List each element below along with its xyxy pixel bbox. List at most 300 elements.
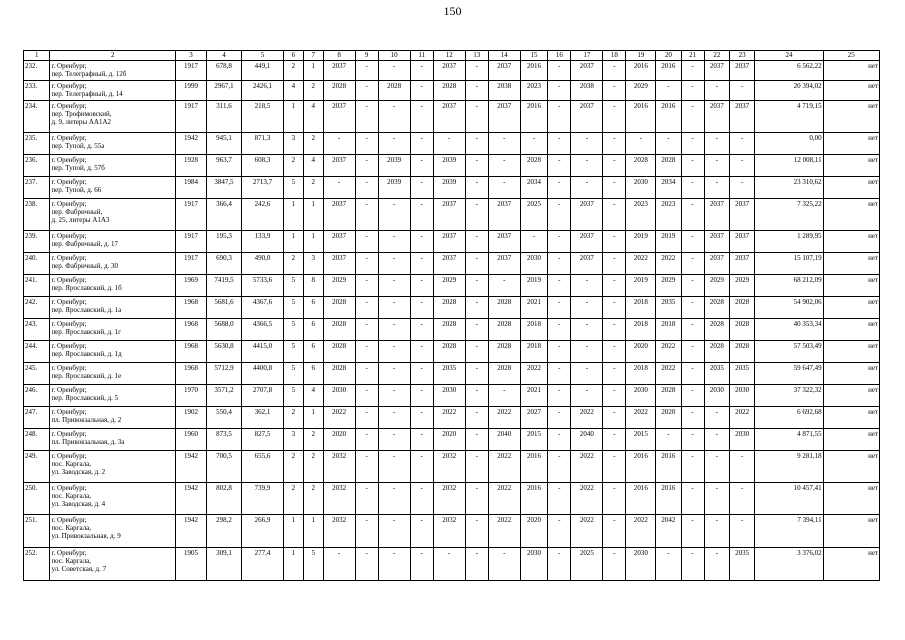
value-cell: 5 [283, 319, 303, 341]
value-cell: - [355, 515, 378, 548]
value-cell: - [548, 101, 571, 133]
value-cell: 5 [283, 177, 303, 199]
value-cell: - [465, 253, 488, 275]
cost-cell: 4 871,55 [755, 429, 823, 451]
table-row [24, 155, 880, 177]
value-cell: - [410, 341, 433, 363]
value-cell: - [323, 548, 355, 581]
value-cell: - [465, 61, 488, 81]
value-cell: 1 [303, 61, 323, 81]
value-cell: - [548, 451, 571, 483]
cost-cell: 20 394,02 [755, 81, 823, 101]
value-cell: 2022 [571, 483, 603, 515]
value-cell: - [603, 515, 626, 548]
column-number-header: 18 [603, 51, 626, 61]
value-cell: - [681, 231, 704, 253]
value-cell: 1968 [176, 319, 207, 341]
value-cell: 2028 [626, 155, 656, 177]
cost-cell: 37 322,32 [755, 385, 823, 407]
value-cell: 2016 [656, 101, 681, 133]
value-cell: - [465, 133, 488, 155]
address-line: г. Оренбург, [51, 452, 87, 460]
value-cell: 2028 [729, 319, 754, 341]
value-cell: - [410, 385, 433, 407]
row-number-cell: 242. [24, 297, 50, 319]
address-cell [50, 407, 176, 429]
value-cell: - [681, 429, 704, 451]
value-cell: 2029 [656, 275, 681, 297]
value-cell: - [548, 548, 571, 581]
row-number-cell: 244. [24, 341, 50, 363]
column-number-header: 25 [823, 51, 879, 61]
address-cell [50, 177, 176, 199]
table-row [24, 341, 880, 363]
value-cell: 2 [303, 451, 323, 483]
page-number: 150 [443, 4, 462, 18]
flag-cell: нет [823, 231, 879, 253]
value-cell: - [410, 61, 433, 81]
address-line: пер. Ярославский, д. 5 [51, 394, 119, 402]
address-cell [50, 548, 176, 581]
value-cell: 2037 [488, 101, 520, 133]
value-cell: 2022 [626, 407, 656, 429]
column-number-header: 8 [323, 51, 355, 61]
value-cell: - [465, 177, 488, 199]
row-number-cell: 246. [24, 385, 50, 407]
value-cell: - [410, 253, 433, 275]
value-cell: - [603, 155, 626, 177]
value-cell: 2028 [378, 81, 410, 101]
value-cell: - [465, 297, 488, 319]
value-cell: 2 [303, 483, 323, 515]
value-cell: - [681, 363, 704, 385]
value-cell: - [681, 319, 704, 341]
value-cell: 4 [303, 155, 323, 177]
value-cell: 2713,7 [242, 177, 284, 199]
address-line: пер. Тупой, д. 57б [51, 164, 105, 172]
value-cell: 2038 [488, 81, 520, 101]
value-cell: - [465, 483, 488, 515]
value-cell: 2028 [704, 319, 729, 341]
value-cell: 2037 [571, 231, 603, 253]
value-cell: - [355, 363, 378, 385]
table-row [24, 81, 880, 101]
value-cell: 2037 [323, 61, 355, 81]
cost-cell: 1 289,95 [755, 231, 823, 253]
value-cell: - [704, 133, 729, 155]
value-cell: - [548, 385, 571, 407]
value-cell: - [681, 253, 704, 275]
value-cell: 2025 [571, 548, 603, 581]
row-number-cell: 239. [24, 231, 50, 253]
address-line: г. Оренбург, [51, 276, 87, 284]
value-cell: - [603, 297, 626, 319]
value-cell: - [410, 451, 433, 483]
table-row [24, 297, 880, 319]
address-line: г. Оренбург, [51, 408, 87, 416]
value-cell: 2028 [323, 341, 355, 363]
value-cell: 608,3 [242, 155, 284, 177]
table-row [24, 61, 880, 81]
value-cell: 8 [303, 275, 323, 297]
address-cell [50, 199, 176, 231]
value-cell: 5 [283, 341, 303, 363]
cost-cell: 7 325,22 [755, 199, 823, 231]
value-cell: 4 [303, 385, 323, 407]
value-cell: - [465, 407, 488, 429]
value-cell: 2022 [488, 515, 520, 548]
value-cell: 2028 [433, 319, 465, 341]
flag-cell: нет [823, 275, 879, 297]
value-cell: 2039 [433, 155, 465, 177]
value-cell: - [355, 81, 378, 101]
table-row [24, 177, 880, 199]
column-number-header: 2 [50, 51, 176, 61]
value-cell: - [433, 133, 465, 155]
value-cell: 1 [283, 101, 303, 133]
row-number-cell: 232. [24, 61, 50, 81]
cost-cell: 9 281,18 [755, 451, 823, 483]
value-cell: - [571, 177, 603, 199]
value-cell: 2028 [323, 297, 355, 319]
value-cell: 2020 [323, 429, 355, 451]
value-cell: 2021 [520, 297, 548, 319]
flag-cell: нет [823, 297, 879, 319]
value-cell: 2028 [488, 297, 520, 319]
value-cell: 5 [283, 363, 303, 385]
value-cell: 2037 [323, 231, 355, 253]
value-cell: - [704, 81, 729, 101]
value-cell: 2016 [520, 483, 548, 515]
value-cell: - [410, 199, 433, 231]
value-cell: - [323, 177, 355, 199]
address-cell [50, 385, 176, 407]
cost-cell: 12 008,11 [755, 155, 823, 177]
flag-cell: нет [823, 407, 879, 429]
value-cell: 1968 [176, 363, 207, 385]
row-number-cell: 233. [24, 81, 50, 101]
address-line: ул. Советская, д. 7 [51, 565, 107, 573]
value-cell: 2022 [656, 363, 681, 385]
value-cell: 2032 [323, 451, 355, 483]
value-cell: 655,6 [242, 451, 284, 483]
table-row [24, 515, 880, 548]
value-cell: 2020 [433, 429, 465, 451]
value-cell: 2 [303, 81, 323, 101]
address-line: г. Оренбург, [51, 232, 87, 240]
cost-cell: 3 376,02 [755, 548, 823, 581]
value-cell: - [378, 548, 410, 581]
value-cell: 2030 [323, 385, 355, 407]
value-cell: 3847,5 [206, 177, 241, 199]
value-cell: - [704, 177, 729, 199]
value-cell: - [571, 297, 603, 319]
value-cell: - [571, 155, 603, 177]
address-cell [50, 231, 176, 253]
value-cell: 700,5 [206, 451, 241, 483]
value-cell: - [355, 548, 378, 581]
value-cell: - [378, 385, 410, 407]
value-cell: 2022 [626, 515, 656, 548]
address-line: пос. Каргала, [51, 492, 92, 500]
row-number-cell: 252. [24, 548, 50, 581]
value-cell: 3 [283, 429, 303, 451]
value-cell: 2019 [656, 231, 681, 253]
value-cell: 1 [303, 199, 323, 231]
value-cell: - [603, 81, 626, 101]
value-cell: - [548, 275, 571, 297]
flag-cell: нет [823, 253, 879, 275]
value-cell: 2037 [571, 101, 603, 133]
value-cell: 1917 [176, 253, 207, 275]
value-cell: 2018 [626, 319, 656, 341]
value-cell: 2 [283, 61, 303, 81]
cost-cell: 59 647,49 [755, 363, 823, 385]
value-cell: 2037 [433, 61, 465, 81]
address-line: пер. Ярославский, д. 1б [51, 284, 122, 292]
address-line: ул. Заводская, д. 4 [51, 500, 106, 508]
value-cell: - [548, 341, 571, 363]
value-cell: - [729, 155, 754, 177]
address-cell [50, 297, 176, 319]
value-cell: - [520, 231, 548, 253]
value-cell: - [603, 177, 626, 199]
value-cell: 2037 [729, 231, 754, 253]
value-cell: 1928 [176, 155, 207, 177]
value-cell: 2032 [433, 451, 465, 483]
value-cell: 2028 [704, 297, 729, 319]
table-row [24, 253, 880, 275]
cost-cell: 57 503,49 [755, 341, 823, 363]
table-row [24, 231, 880, 253]
column-number-header: 17 [571, 51, 603, 61]
cost-cell: 7 394,11 [755, 515, 823, 548]
value-cell: 1917 [176, 199, 207, 231]
value-cell: 2037 [729, 61, 754, 81]
column-number-header: 14 [488, 51, 520, 61]
value-cell: - [465, 275, 488, 297]
value-cell: - [355, 319, 378, 341]
table-row [24, 363, 880, 385]
value-cell: 2039 [378, 177, 410, 199]
address-line: г. Оренбург, [51, 62, 87, 70]
address-line: г. Оренбург, [51, 134, 87, 142]
value-cell: 1 [283, 515, 303, 548]
address-line: пер. Тупой, д. 66 [51, 186, 102, 194]
value-cell: 802,8 [206, 483, 241, 515]
address-line: пер. Тупой, д. 55а [51, 142, 105, 150]
value-cell: - [488, 177, 520, 199]
value-cell: 490,0 [242, 253, 284, 275]
value-cell: 2037 [433, 253, 465, 275]
value-cell: - [548, 133, 571, 155]
flag-cell: нет [823, 483, 879, 515]
value-cell: 2022 [729, 407, 754, 429]
value-cell: 2037 [571, 61, 603, 81]
value-cell: 2037 [488, 199, 520, 231]
value-cell: - [681, 515, 704, 548]
column-number-header: 12 [433, 51, 465, 61]
value-cell: 1917 [176, 101, 207, 133]
address-line: д. 25, литеры А1А3 [51, 216, 110, 224]
value-cell: 2023 [520, 81, 548, 101]
value-cell: 2039 [378, 155, 410, 177]
address-line: пер. Телеграфный, д. 12б [51, 70, 127, 78]
value-cell: 133,9 [242, 231, 284, 253]
address-line: пер. Фабричный, д. 30 [51, 262, 119, 270]
value-cell: - [378, 319, 410, 341]
value-cell: 2037 [729, 101, 754, 133]
value-cell: 2029 [704, 275, 729, 297]
value-cell: 1960 [176, 429, 207, 451]
value-cell: 6 [303, 341, 323, 363]
value-cell: - [410, 101, 433, 133]
value-cell: - [378, 451, 410, 483]
value-cell: 2032 [323, 515, 355, 548]
value-cell: 1968 [176, 341, 207, 363]
value-cell: - [681, 483, 704, 515]
row-number-cell: 248. [24, 429, 50, 451]
address-line: пер. Ярославский, д. 1е [51, 372, 122, 380]
value-cell: 362,1 [242, 407, 284, 429]
value-cell: - [681, 407, 704, 429]
value-cell: - [465, 429, 488, 451]
value-cell: 5 [283, 297, 303, 319]
value-cell: 2020 [520, 515, 548, 548]
column-number-header: 22 [704, 51, 729, 61]
value-cell: 2040 [571, 429, 603, 451]
address-cell [50, 61, 176, 81]
column-number-header: 16 [548, 51, 571, 61]
value-cell: 3571,2 [206, 385, 241, 407]
address-line: г. Оренбург, [51, 516, 87, 524]
row-number-cell: 247. [24, 407, 50, 429]
value-cell: 2042 [656, 515, 681, 548]
address-line: г. Оренбург, [51, 430, 87, 438]
value-cell: - [378, 407, 410, 429]
value-cell: 2037 [704, 199, 729, 231]
value-cell: 2030 [704, 385, 729, 407]
column-number-header: 24 [755, 51, 823, 61]
column-number-header: 10 [378, 51, 410, 61]
value-cell: 1 [303, 515, 323, 548]
address-line: пл. Привокзальная, д. 3а [51, 438, 125, 446]
address-cell [50, 363, 176, 385]
value-cell: 1 [283, 199, 303, 231]
value-cell: - [378, 101, 410, 133]
value-cell: 5688,0 [206, 319, 241, 341]
value-cell: - [603, 199, 626, 231]
value-cell: - [656, 133, 681, 155]
value-cell: 2028 [656, 385, 681, 407]
column-number-header: 5 [242, 51, 284, 61]
value-cell: - [681, 133, 704, 155]
value-cell: 5630,8 [206, 341, 241, 363]
address-cell [50, 319, 176, 341]
value-cell: - [548, 363, 571, 385]
value-cell: 2037 [488, 253, 520, 275]
value-cell: 2426,1 [242, 81, 284, 101]
cost-cell: 0,00 [755, 133, 823, 155]
value-cell: - [681, 155, 704, 177]
value-cell: - [681, 385, 704, 407]
value-cell: 871,3 [242, 133, 284, 155]
value-cell: - [704, 155, 729, 177]
value-cell: - [378, 483, 410, 515]
value-cell: 2030 [520, 548, 548, 581]
column-number-header: 3 [176, 51, 207, 61]
value-cell: 2022 [571, 451, 603, 483]
value-cell: 678,8 [206, 61, 241, 81]
column-number-header: 6 [283, 51, 303, 61]
table-row [24, 275, 880, 297]
value-cell: 2 [283, 451, 303, 483]
address-line: пер. Трофимовский, [51, 110, 112, 118]
value-cell: 2020 [626, 341, 656, 363]
value-cell: - [410, 319, 433, 341]
value-cell: 2022 [626, 253, 656, 275]
value-cell: - [603, 451, 626, 483]
value-cell: - [355, 177, 378, 199]
value-cell: - [681, 199, 704, 231]
address-line: пос. Каргала, [51, 460, 92, 468]
value-cell: - [410, 483, 433, 515]
address-line: г. Оренбург, [51, 342, 87, 350]
value-cell: - [465, 341, 488, 363]
address-line: пер. Телеграфный, д. 14 [51, 90, 123, 98]
value-cell: 2035 [729, 363, 754, 385]
value-cell: 2020 [656, 407, 681, 429]
value-cell: 6 [303, 363, 323, 385]
value-cell: - [656, 548, 681, 581]
address-line: г. Оренбург, [51, 386, 87, 394]
column-number-header: 4 [206, 51, 241, 61]
value-cell: 2967,1 [206, 81, 241, 101]
value-cell: - [626, 133, 656, 155]
flag-cell: нет [823, 177, 879, 199]
value-cell: 2037 [704, 231, 729, 253]
row-number-cell: 250. [24, 483, 50, 515]
value-cell: 2030 [729, 385, 754, 407]
table-row [24, 133, 880, 155]
value-cell: 2018 [520, 319, 548, 341]
value-cell: - [681, 81, 704, 101]
flag-cell: нет [823, 385, 879, 407]
value-cell: - [681, 548, 704, 581]
value-cell: - [603, 483, 626, 515]
value-cell: 2016 [626, 101, 656, 133]
value-cell: - [410, 177, 433, 199]
value-cell: 1984 [176, 177, 207, 199]
value-cell: - [603, 61, 626, 81]
value-cell: 2016 [520, 61, 548, 81]
value-cell: - [465, 155, 488, 177]
value-cell: - [378, 297, 410, 319]
value-cell: - [378, 363, 410, 385]
value-cell: - [355, 199, 378, 231]
value-cell: 2037 [323, 155, 355, 177]
value-cell: - [378, 429, 410, 451]
address-line: ул. Привокзальная, д. 9 [51, 532, 121, 540]
value-cell: 2037 [488, 61, 520, 81]
column-number-header: 9 [355, 51, 378, 61]
value-cell: 1942 [176, 515, 207, 548]
value-cell: 2018 [520, 341, 548, 363]
cost-cell: 6 562,22 [755, 61, 823, 81]
value-cell: 2035 [704, 363, 729, 385]
value-cell: - [548, 177, 571, 199]
value-cell: - [729, 81, 754, 101]
